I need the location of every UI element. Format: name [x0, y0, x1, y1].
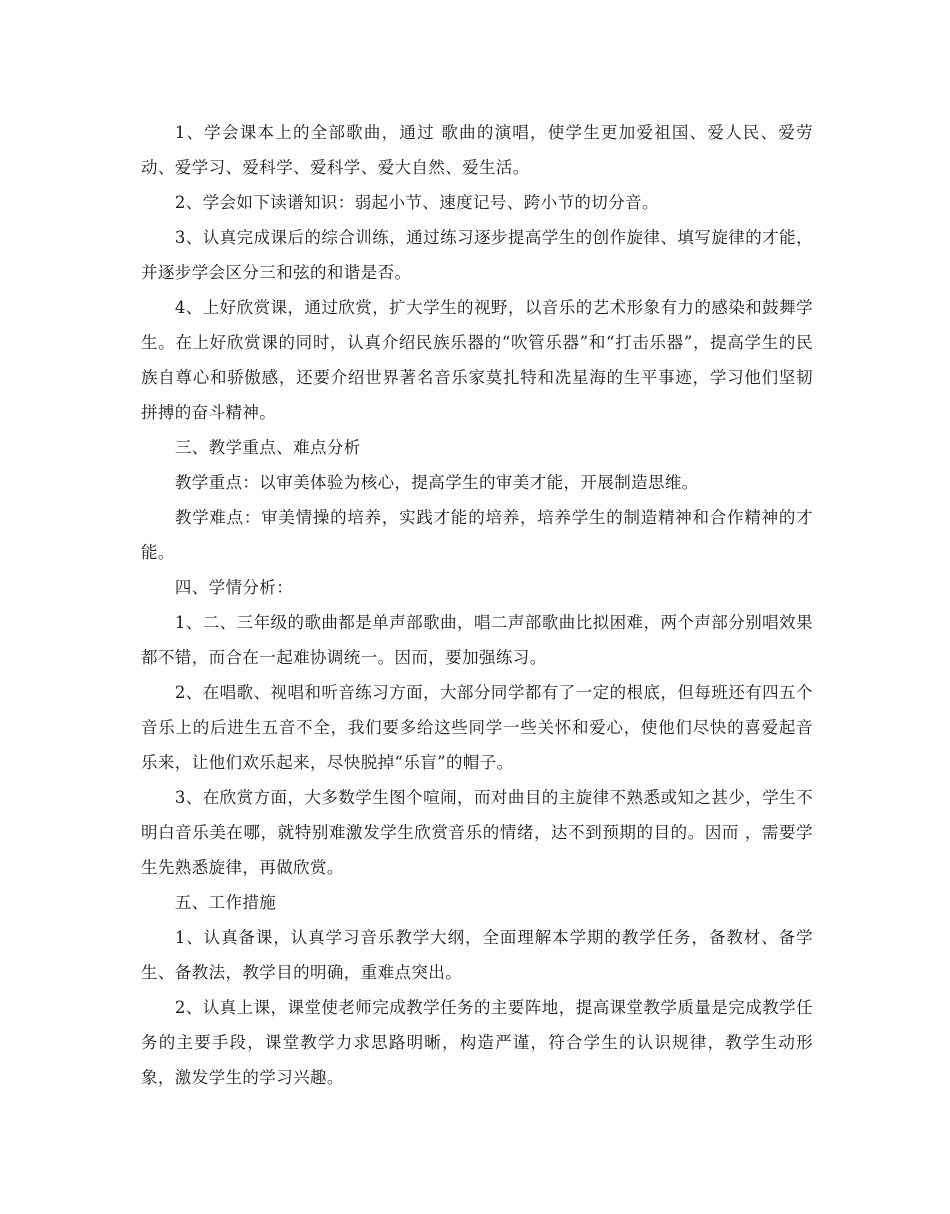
section-heading-key-points: 三、教学重点、难点分析: [174, 438, 361, 457]
document-body: [141, 115, 813, 1095]
paragraph-goal-2: 2、学会如下读谱知识：弱起小节、速度记号、跨小节的切分音。: [174, 193, 659, 212]
paragraph-measure-1: 1、认真备课，认真学习音乐教学大纲，全面理解本学期的教学任务，备教材、备学生、备教法，教学目的明确，重难点突出。: [141, 928, 813, 982]
paragraph-key-point: 教学重点：以审美体验为核心，提高学生的审美才能，开展制造思维。: [174, 473, 699, 492]
paragraph-analysis-2: 2、在唱歌、视唱和听音练习方面，大部分同学都有了一定的根底，但每班还有四五个音乐上的后进生五音不全，我们要多给这些同学一些关怀和爱心，使他们尽快的喜爱起音乐来，让他们欢乐起来，尽快脱掉“乐盲”的帽子。: [141, 683, 813, 772]
paragraph-goal-1: 1、学会课本上的全部歌曲，通过 歌曲的演唱，使学生更加爱祖国、爱人民、爱劳动、爱学习、爱科学、爱科学、爱大自然、爱生活。: [141, 123, 813, 177]
paragraph-goal-4: 4、上好欣赏课，通过欣赏，扩大学生的视野，以音乐的艺术形象有力的感染和鼓舞学生。在上好欣赏课的同时，认真介绍民族乐器的“吹管乐器”和“打击乐器”，提高学生的民族自尊心和骄傲感，还要介绍世界著名音乐家莫扎特和冼星海的生平事迹，学习他们坚韧拼搏的奋斗精神。: [141, 298, 813, 422]
paragraph-difficulty: 教学难点：审美情操的培养，实践才能的培养，培养学生的制造精神和合作精神的才能。: [141, 508, 813, 562]
paragraph-goal-3: 3、认真完成课后的综合训练，通过练习逐步提高学生的创作旋律、填写旋律的才能，并逐步学会区分三和弦的和谐是否。: [141, 228, 813, 282]
paragraph-measure-2: 2、认真上课，课堂使老师完成教学任务的主要阵地，提高课堂教学质量是完成教学任务的主要手段，课堂教学力求思路明晰，构造严谨，符合学生的认识规律，教学生动形象，激发学生的学习兴趣。: [141, 998, 813, 1087]
paragraph-analysis-1: 1、二、三年级的歌曲都是单声部歌曲，唱二声部歌曲比拟困难，两个声部分别唱效果都不错，而合在一起难协调统一。因而，要加强练习。: [141, 613, 813, 667]
section-heading-measures: 五、工作措施: [174, 893, 277, 912]
paragraph-analysis-3: 3、在欣赏方面，大多数学生图个喧闹，而对曲目的主旋律不熟悉或知之甚少，学生不明白音乐美在哪，就特别难激发学生欣赏音乐的情绪，达不到预期的目的。因而 ，需要学生先熟悉旋律，再做欣赏。: [141, 788, 813, 877]
section-heading-student-analysis: 四、学情分析：: [174, 578, 294, 597]
